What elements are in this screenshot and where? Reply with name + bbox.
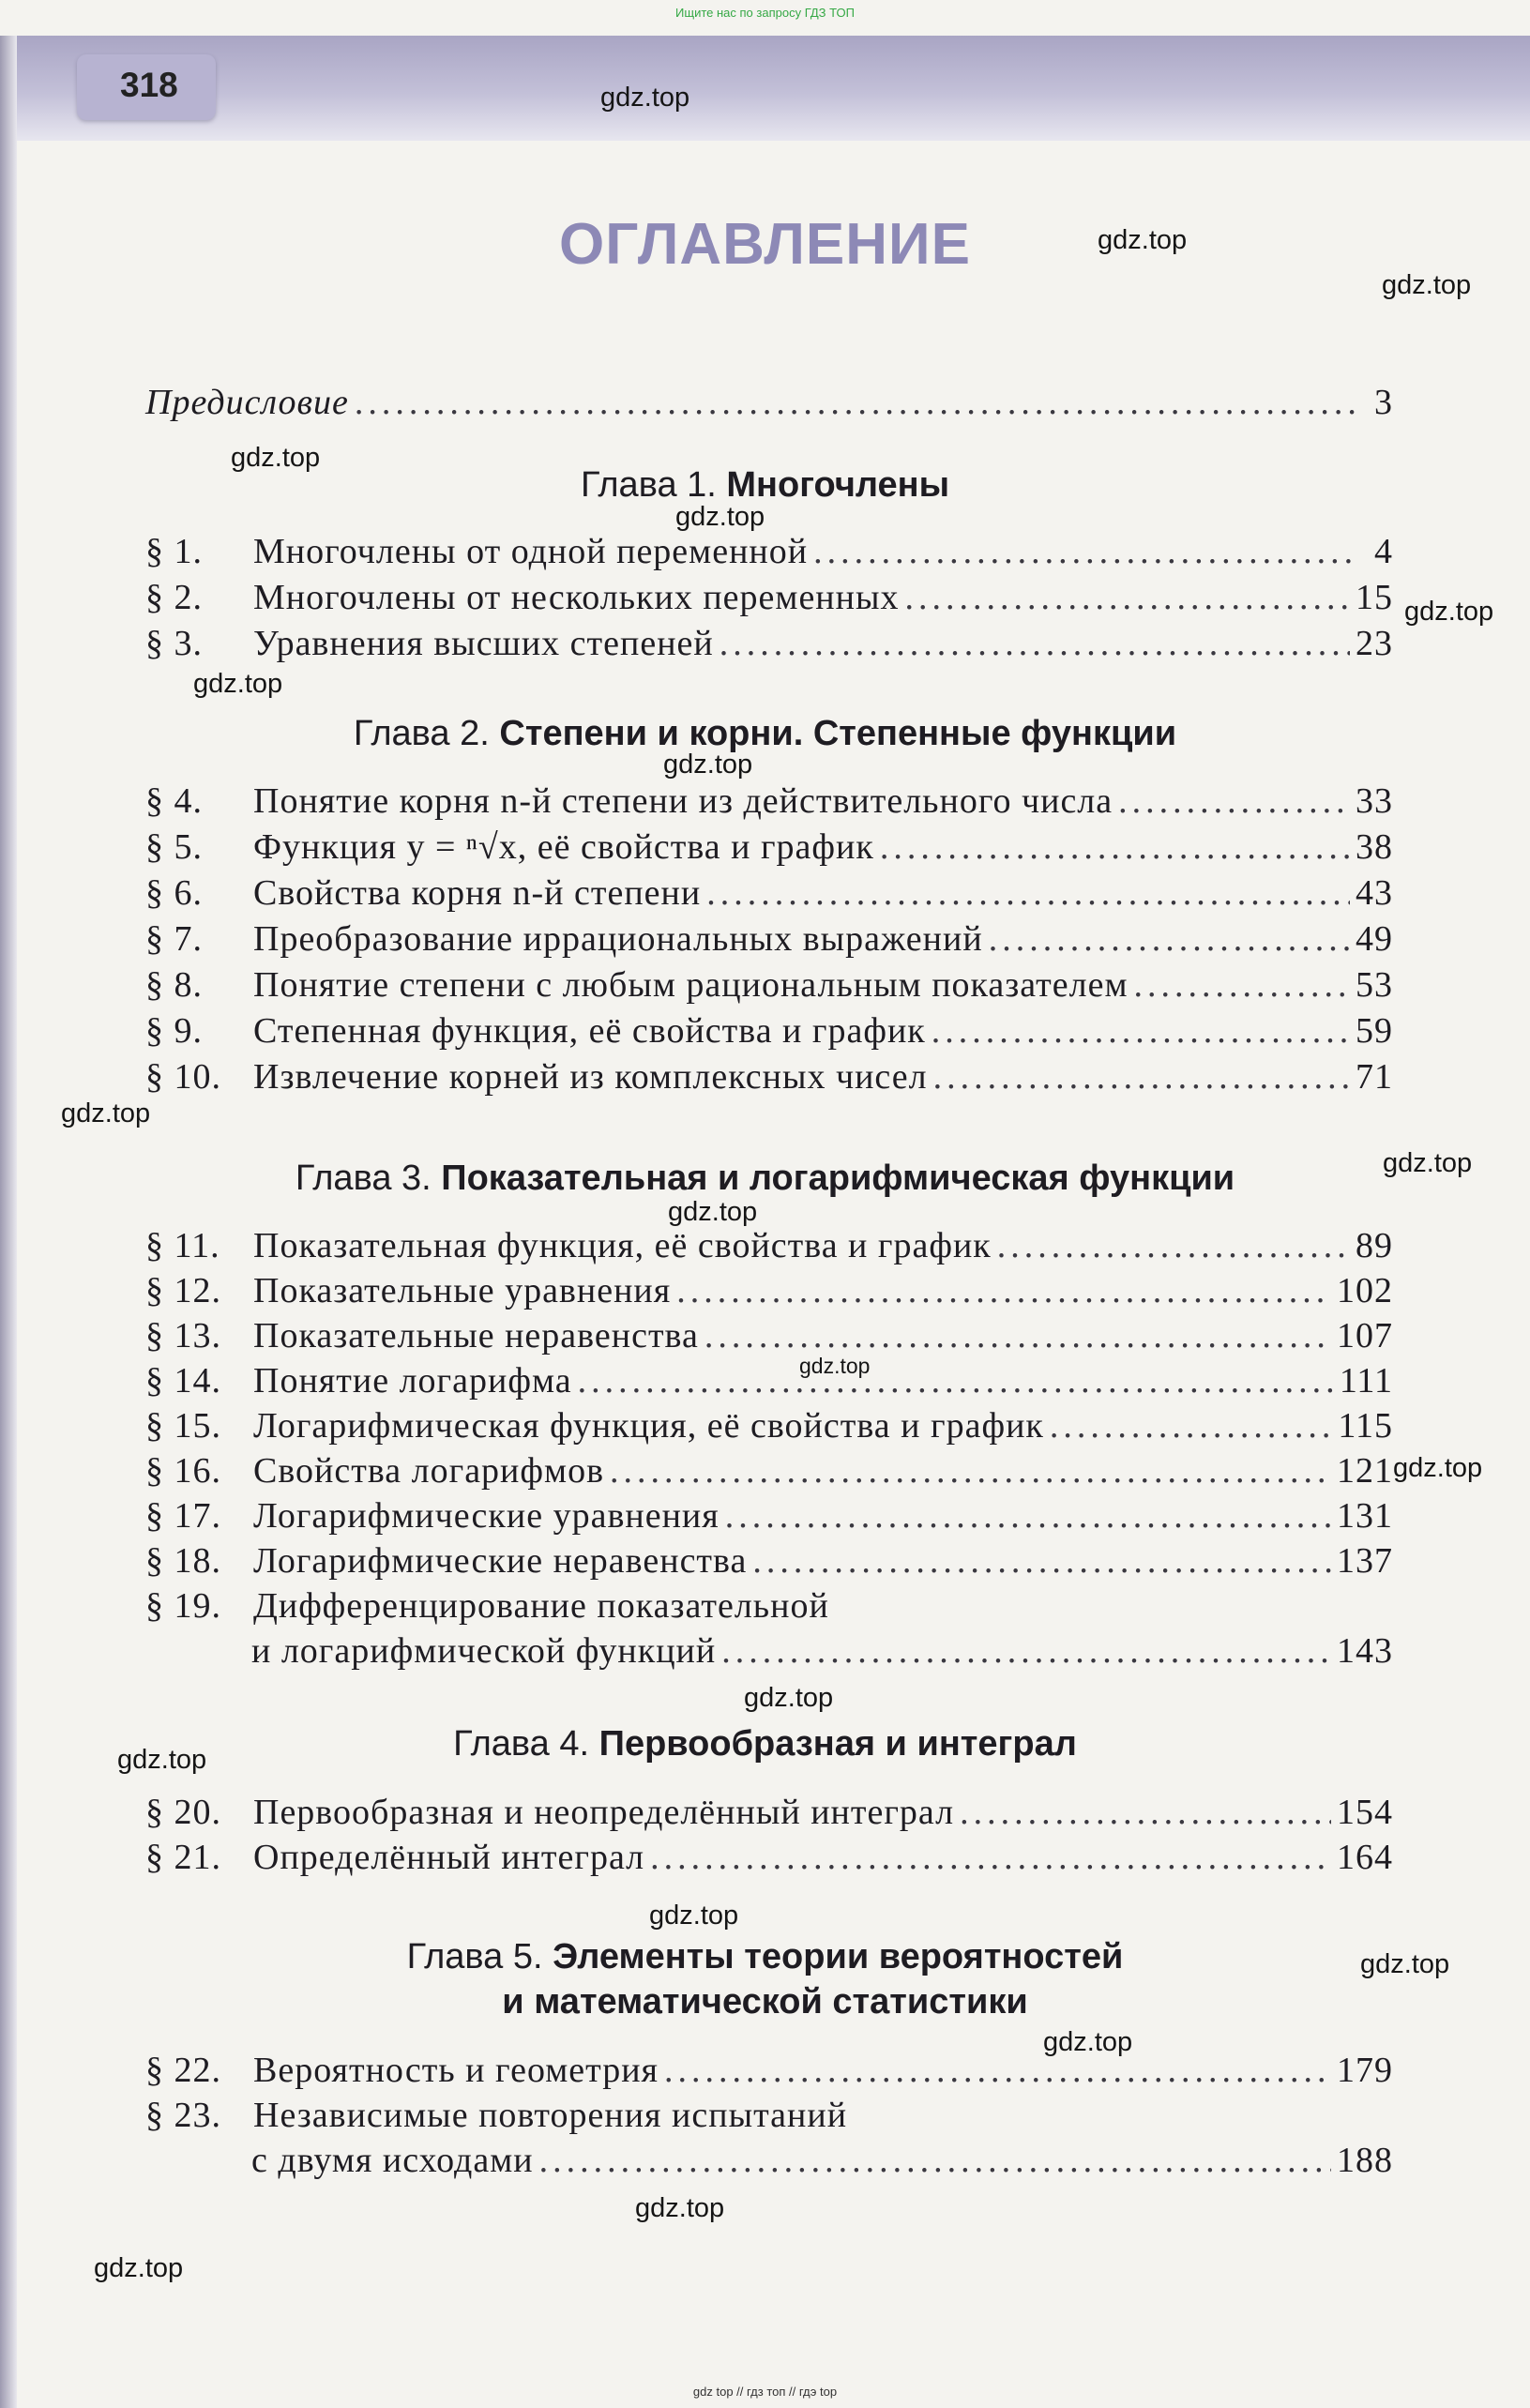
section-number: § 6. xyxy=(145,873,203,913)
entry-title: Показательная функция, её свойства и график xyxy=(253,1226,992,1265)
section-number: § 7. xyxy=(145,919,203,959)
entry-page: 111 xyxy=(1339,1361,1393,1401)
entry-title: Свойства логарифмов xyxy=(253,1451,605,1491)
chapter-label: Глава 3. xyxy=(295,1159,432,1198)
toc-entry-7[interactable] xyxy=(145,916,1393,962)
section-number: § 17. xyxy=(145,1496,221,1536)
watermark: gdz.top xyxy=(61,1098,151,1128)
section-number: § 15. xyxy=(145,1406,221,1446)
entry-page: 143 xyxy=(1337,1631,1393,1671)
section-number: § 2. xyxy=(145,578,203,617)
entry-title: Степенная функция, её свойства и график xyxy=(253,1011,926,1051)
section-number: § 3. xyxy=(145,624,203,663)
footer-note: gdz top // гдз топ // гдэ top xyxy=(692,2385,838,2399)
leader-dots xyxy=(578,1358,1334,1403)
entry-title: Понятие степени с любым рациональным показателем xyxy=(253,965,1129,1005)
section-number: § 11. xyxy=(145,1226,220,1265)
page-left-edge xyxy=(0,36,17,2408)
chapter-name: Многочлены xyxy=(726,465,950,505)
toc-entry-4[interactable] xyxy=(145,779,1393,824)
toc-entry-19-cont[interactable] xyxy=(251,1628,1393,1673)
leader-dots xyxy=(989,916,1350,962)
leader-dots xyxy=(905,575,1350,620)
entry-page: 89 xyxy=(1356,1226,1393,1265)
toc-title: ОГЛАВЛЕНИЕ xyxy=(559,212,971,277)
toc-entry-16[interactable] xyxy=(145,1448,1393,1493)
toc-entry-11[interactable] xyxy=(145,1223,1393,1268)
entry-title: Понятие логарифма xyxy=(253,1361,572,1401)
leader-dots xyxy=(997,1223,1350,1268)
leader-dots xyxy=(664,2048,1331,2093)
watermark: gdz.top xyxy=(663,750,753,780)
entry-title-cont: и логарифмической функций xyxy=(251,1631,717,1671)
chapter-heading-2 xyxy=(0,711,1530,756)
page-number: 318 xyxy=(120,66,178,104)
toc-entry-14[interactable] xyxy=(145,1358,1393,1403)
watermark: gdz.top xyxy=(668,1197,758,1227)
section-number: § 23. xyxy=(145,2096,221,2135)
watermark: gdz.top xyxy=(635,2193,725,2223)
leader-dots xyxy=(1050,1403,1333,1448)
entry-page: 164 xyxy=(1337,1838,1393,1877)
section-number: § 16. xyxy=(145,1451,221,1491)
watermark: gdz.top xyxy=(193,669,283,699)
toc-entry-18[interactable] xyxy=(145,1538,1393,1583)
entry-page: 43 xyxy=(1356,873,1393,913)
chapter-label: Глава 2. xyxy=(353,714,490,753)
entry-page: 4 xyxy=(1374,532,1393,571)
leader-dots xyxy=(355,380,1359,425)
leader-dots xyxy=(960,1790,1331,1835)
entry-title: Логарифмическая функция, её свойства и график xyxy=(253,1406,1044,1446)
entry-page: 3 xyxy=(1374,383,1393,422)
entry-page: 137 xyxy=(1337,1541,1393,1581)
toc-entry-22[interactable] xyxy=(145,2048,1393,2093)
toc-entry-6[interactable] xyxy=(145,871,1393,916)
entry-title: Многочлены от нескольких переменных xyxy=(253,578,900,617)
toc-entry-preface[interactable] xyxy=(145,380,1393,425)
watermark: gdz.top xyxy=(744,1683,834,1713)
toc-entry-17[interactable] xyxy=(145,1493,1393,1538)
leader-dots xyxy=(1134,962,1350,1007)
leader-dots xyxy=(932,1008,1350,1053)
toc-entry-23-cont[interactable] xyxy=(251,2138,1393,2183)
chapter-heading-3 xyxy=(0,1156,1530,1201)
section-number: § 21. xyxy=(145,1838,221,1877)
entry-page: 38 xyxy=(1356,827,1393,867)
leader-dots xyxy=(704,1313,1331,1358)
watermark: gdz.top xyxy=(600,83,690,113)
entry-title: Предисловие xyxy=(145,383,349,422)
leader-dots xyxy=(1118,779,1350,824)
entry-page: 188 xyxy=(1337,2141,1393,2180)
section-number: § 14. xyxy=(145,1361,221,1401)
toc-entry-2[interactable] xyxy=(145,575,1393,620)
toc-entry-5[interactable] xyxy=(145,825,1393,870)
section-number: § 9. xyxy=(145,1011,203,1051)
leader-dots xyxy=(721,1628,1331,1673)
section-number: § 10. xyxy=(145,1057,221,1097)
toc-entry-23[interactable] xyxy=(145,2093,1393,2138)
chapter-label: Глава 5. xyxy=(406,1937,543,1976)
chapter-label: Глава 4. xyxy=(453,1724,590,1764)
entry-title: Свойства корня n-й степени xyxy=(253,873,702,913)
chapter-heading-5 xyxy=(0,1934,1530,1979)
entry-page: 121 xyxy=(1337,1451,1393,1491)
section-number: § 19. xyxy=(145,1586,221,1626)
toc-entry-13[interactable] xyxy=(145,1313,1393,1358)
chapter-name: Степени и корни. Степенные функции xyxy=(499,714,1177,753)
toc-entry-9[interactable] xyxy=(145,1008,1393,1053)
entry-title: Показательные неравенства xyxy=(253,1316,699,1355)
watermark: gdz.top xyxy=(231,443,321,473)
entry-title: Независимые повторения испытаний xyxy=(253,2096,848,2135)
section-number: § 18. xyxy=(145,1541,221,1581)
section-number: § 13. xyxy=(145,1316,221,1355)
entry-page: 49 xyxy=(1356,919,1393,959)
entry-title-cont: с двумя исходами xyxy=(251,2141,534,2180)
section-number: § 5. xyxy=(145,827,203,867)
chapter-name: Элементы теории вероятностей xyxy=(553,1937,1124,1976)
header-band xyxy=(0,36,1530,141)
leader-dots xyxy=(706,871,1350,916)
section-number: § 4. xyxy=(145,781,203,821)
watermark: gdz.top xyxy=(799,1354,871,1378)
chapter-label: Глава 1. xyxy=(580,465,717,505)
chapter-heading-5-cont xyxy=(0,1979,1530,2024)
section-number: § 12. xyxy=(145,1271,221,1310)
chapter-heading-4 xyxy=(0,1721,1530,1766)
leader-dots xyxy=(933,1054,1350,1099)
entry-title: Извлечение корней из комплексных чисел xyxy=(253,1057,928,1097)
leader-dots xyxy=(813,529,1359,574)
watermark: gdz.top xyxy=(1382,270,1472,300)
entry-title: Дифференцирование показательной xyxy=(253,1586,829,1626)
entry-page: 107 xyxy=(1337,1316,1393,1355)
entry-page: 179 xyxy=(1337,2051,1393,2090)
search-hint: Ищите нас по запросу ГДЗ ТОП xyxy=(675,6,855,20)
watermark: gdz.top xyxy=(94,2253,184,2283)
leader-dots xyxy=(650,1835,1331,1880)
leader-dots xyxy=(539,2138,1331,2183)
entry-title: Понятие корня n-й степени из действительного числа xyxy=(253,781,1113,821)
entry-title: Многочлены от одной переменной xyxy=(253,532,809,571)
toc-entry-19[interactable] xyxy=(145,1583,1393,1628)
entry-title: Определённый интеграл xyxy=(253,1838,645,1877)
chapter-name-cont: и математической статистики xyxy=(502,1982,1028,2022)
entry-page: 23 xyxy=(1356,624,1393,663)
entry-page: 59 xyxy=(1356,1011,1393,1051)
watermark: gdz.top xyxy=(117,1745,207,1775)
entry-page: 33 xyxy=(1356,781,1393,821)
section-number: § 8. xyxy=(145,965,203,1005)
leader-dots xyxy=(725,1493,1331,1538)
toc-entry-15[interactable] xyxy=(145,1403,1393,1448)
entry-page: 115 xyxy=(1338,1406,1393,1446)
chapter-heading-1 xyxy=(0,462,1530,507)
toc-entry-8[interactable] xyxy=(145,962,1393,1007)
toc-entry-1[interactable] xyxy=(145,529,1393,574)
watermark: gdz.top xyxy=(1383,1148,1473,1178)
entry-page: 71 xyxy=(1356,1057,1393,1097)
entry-title: Логарифмические неравенства xyxy=(253,1541,748,1581)
watermark: gdz.top xyxy=(1043,2027,1133,2057)
section-number: § 20. xyxy=(145,1793,221,1832)
chapter-name: Первообразная и интеграл xyxy=(598,1724,1077,1764)
entry-title: Показательные уравнения xyxy=(253,1271,672,1310)
leader-dots xyxy=(676,1268,1331,1313)
toc-entry-12[interactable] xyxy=(145,1268,1393,1313)
leader-dots xyxy=(610,1448,1331,1493)
entry-title: Логарифмические уравнения xyxy=(253,1496,720,1536)
watermark: gdz.top xyxy=(649,1901,739,1931)
entry-title: Функция y = ⁿ√x, её свойства и график xyxy=(253,827,874,867)
toc-entry-3[interactable] xyxy=(145,621,1393,666)
watermark: gdz.top xyxy=(1098,225,1188,255)
section-number: § 1. xyxy=(145,532,203,571)
watermark: gdz.top xyxy=(1404,597,1494,627)
entry-page: 53 xyxy=(1356,965,1393,1005)
leader-dots xyxy=(752,1538,1331,1583)
entry-title: Преобразование иррациональных выражений xyxy=(253,919,983,959)
watermark: gdz.top xyxy=(1393,1453,1483,1483)
toc-entry-21[interactable] xyxy=(145,1835,1393,1880)
entry-page: 102 xyxy=(1337,1271,1393,1310)
section-number: § 22. xyxy=(145,2051,221,2090)
entry-title: Уравнения высших степеней xyxy=(253,624,714,663)
leader-dots xyxy=(720,621,1350,666)
toc-entry-20[interactable] xyxy=(145,1790,1393,1835)
toc-entry-10[interactable] xyxy=(145,1054,1393,1099)
chapter-name: Показательная и логарифмическая функции xyxy=(441,1159,1235,1198)
entry-title: Вероятность и геометрия xyxy=(253,2051,659,2090)
entry-page: 15 xyxy=(1356,578,1393,617)
watermark: gdz.top xyxy=(1360,1949,1450,1979)
leader-dots xyxy=(880,825,1350,870)
entry-page: 131 xyxy=(1337,1496,1393,1536)
watermark: gdz.top xyxy=(675,502,765,532)
entry-title: Первообразная и неопределённый интеграл xyxy=(253,1793,955,1832)
entry-page: 154 xyxy=(1337,1793,1393,1832)
